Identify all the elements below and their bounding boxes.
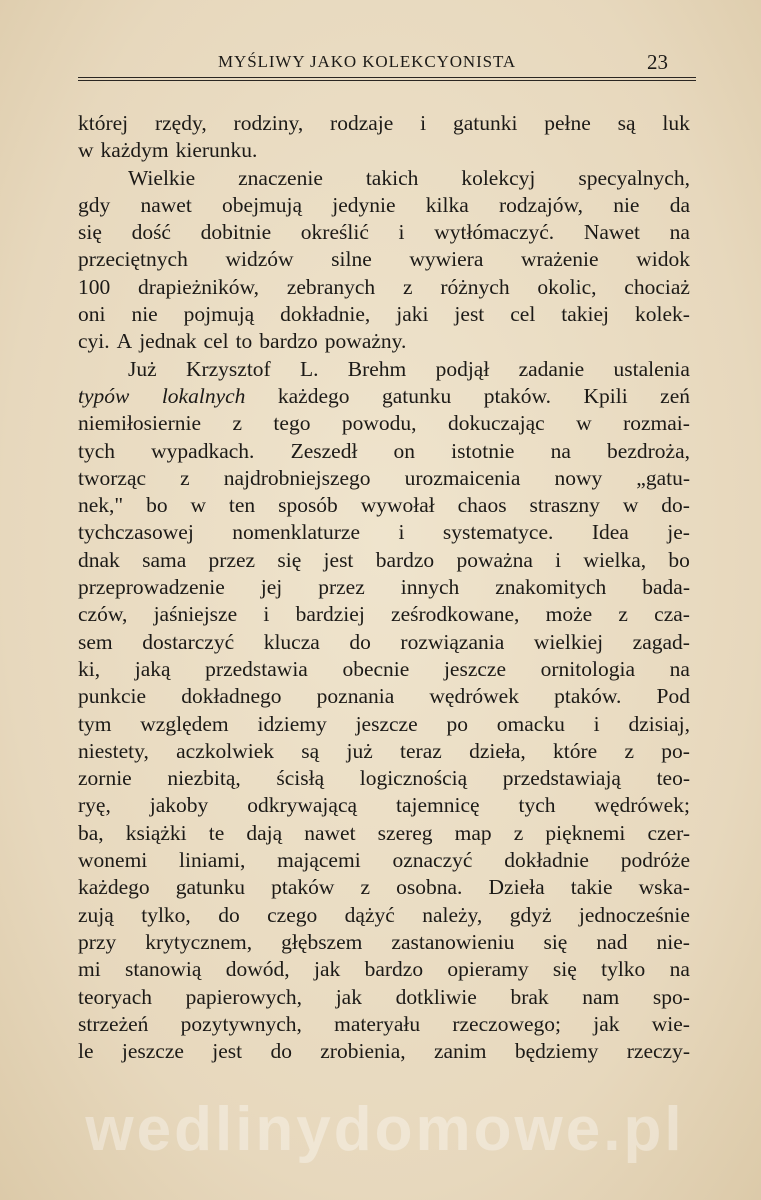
word: L. bbox=[299, 356, 319, 381]
word: do bbox=[218, 902, 240, 927]
header-rule bbox=[78, 77, 696, 81]
text-line bbox=[78, 438, 690, 465]
word: Brehm bbox=[347, 356, 407, 381]
word: obejmują bbox=[222, 192, 303, 217]
word: cel bbox=[203, 329, 229, 354]
word: wie- bbox=[651, 1011, 690, 1036]
word: gdyż bbox=[509, 902, 552, 927]
word: nek," bbox=[78, 493, 124, 518]
word: Dzieła bbox=[488, 875, 545, 900]
word: każdym bbox=[100, 138, 169, 163]
word: cel bbox=[510, 302, 536, 327]
text-line bbox=[78, 192, 690, 219]
word: czego bbox=[267, 902, 318, 927]
word: idziemy bbox=[257, 711, 327, 736]
word: wywołał bbox=[360, 493, 435, 518]
text-line bbox=[78, 137, 690, 164]
word: da bbox=[669, 192, 690, 217]
word: drapieżników, bbox=[138, 274, 260, 299]
word: w bbox=[576, 411, 592, 436]
text-line bbox=[78, 574, 690, 601]
word: je- bbox=[667, 520, 690, 545]
word: dokładnie bbox=[504, 848, 589, 873]
word: znaczenie bbox=[238, 165, 323, 190]
word: głębszem bbox=[281, 929, 363, 954]
word: brak bbox=[510, 984, 549, 1009]
word: ornitologia bbox=[540, 656, 635, 681]
word: teoryach bbox=[78, 984, 153, 1009]
word: jeszcze bbox=[121, 1039, 184, 1064]
text-line bbox=[78, 929, 690, 956]
word: każdego bbox=[277, 383, 350, 408]
word: ptaków. bbox=[554, 684, 622, 709]
word: le bbox=[78, 1039, 94, 1064]
word: sem bbox=[78, 629, 113, 654]
word: i bbox=[398, 220, 405, 245]
word: zadanie bbox=[518, 356, 585, 381]
text-line bbox=[78, 792, 690, 819]
word: z bbox=[180, 465, 190, 490]
word: wielkiej bbox=[533, 629, 604, 654]
word: książki bbox=[125, 820, 187, 845]
word: dokładnie, bbox=[280, 302, 371, 327]
word: z bbox=[513, 820, 524, 845]
word: teo- bbox=[656, 766, 690, 791]
word: z bbox=[360, 875, 371, 900]
text-line bbox=[78, 356, 690, 383]
word: się bbox=[277, 547, 302, 572]
word: dnak bbox=[78, 547, 120, 572]
word: jedynie bbox=[332, 192, 396, 217]
word: zastanowieniu bbox=[391, 929, 515, 954]
word: przez bbox=[318, 575, 365, 600]
word: rzeczy- bbox=[626, 1039, 690, 1064]
word: klucza bbox=[263, 629, 320, 654]
word: przez bbox=[208, 547, 256, 572]
word: urozmaicenia bbox=[404, 465, 521, 490]
text-line bbox=[78, 629, 690, 656]
word: przedstawia bbox=[205, 656, 308, 681]
word: na bbox=[669, 957, 690, 982]
word: określić bbox=[300, 220, 369, 245]
word: przeprowadzenie bbox=[78, 575, 225, 600]
word: dotkliwie bbox=[395, 984, 477, 1009]
word: dzieła, bbox=[469, 738, 526, 763]
word: szereg bbox=[377, 820, 433, 845]
word: zrobienia, bbox=[320, 1039, 406, 1064]
word: bezdroża, bbox=[607, 438, 690, 463]
word: nie bbox=[131, 302, 158, 327]
body-text bbox=[78, 110, 690, 1065]
word: dają bbox=[246, 820, 283, 845]
word: widok bbox=[636, 247, 690, 272]
word: jest bbox=[323, 547, 354, 572]
word: systematyce. bbox=[442, 520, 554, 545]
word: istotnie bbox=[451, 438, 515, 463]
word: takich bbox=[365, 165, 419, 190]
word: ba, bbox=[78, 820, 104, 845]
word: i bbox=[593, 711, 600, 736]
word: do bbox=[270, 1039, 292, 1064]
word: punkcie bbox=[78, 684, 147, 709]
word: do bbox=[349, 629, 371, 654]
word: Nawet bbox=[583, 220, 640, 245]
text-line bbox=[78, 738, 690, 765]
word: sposób bbox=[278, 493, 338, 518]
text-line bbox=[78, 1011, 690, 1038]
word: jak bbox=[335, 984, 362, 1009]
word: liniami, bbox=[179, 848, 246, 873]
word: różnych bbox=[440, 274, 510, 299]
word: ześrodkowane, bbox=[391, 602, 520, 627]
word: mającemi bbox=[277, 848, 361, 873]
word: jeszcze bbox=[355, 711, 418, 736]
word: dążyć bbox=[344, 902, 395, 927]
word: 100 bbox=[78, 274, 111, 299]
word: wędrówek bbox=[429, 684, 519, 709]
word: pozytywnych, bbox=[180, 1011, 302, 1036]
word: tajemnicę bbox=[395, 793, 480, 818]
word: nawet bbox=[304, 820, 356, 845]
running-head: MYŚLIWY JAKO KOLEKCYONISTA bbox=[218, 52, 517, 71]
word: pełne bbox=[544, 111, 591, 135]
word: jaśniejsze bbox=[153, 602, 238, 627]
word: Idea bbox=[591, 520, 629, 545]
word: nomenklaturze bbox=[232, 520, 361, 545]
word: może bbox=[545, 602, 593, 627]
word: typów bbox=[78, 383, 130, 408]
text-line bbox=[78, 683, 690, 710]
word: „gatu- bbox=[636, 465, 690, 490]
word: ptaków bbox=[271, 875, 335, 900]
word: takiej bbox=[561, 302, 610, 327]
word: wonemi bbox=[78, 848, 148, 873]
word: które bbox=[553, 738, 598, 763]
word: cyi. bbox=[78, 329, 110, 354]
word: bo bbox=[146, 493, 168, 518]
text-line bbox=[78, 519, 690, 546]
word: luk bbox=[662, 111, 690, 135]
watermark: wedlinydomowe.pl bbox=[85, 1095, 685, 1164]
word: nam bbox=[582, 984, 620, 1009]
word: odkrywającą bbox=[247, 793, 358, 818]
word: Wielkie bbox=[128, 165, 196, 190]
word: oni bbox=[78, 302, 106, 327]
word: rzeczowego; bbox=[452, 1011, 561, 1036]
page-header bbox=[78, 50, 696, 80]
page-number: 23 bbox=[647, 50, 668, 74]
word: map bbox=[454, 820, 492, 845]
word: nie- bbox=[656, 929, 690, 954]
word: i bbox=[398, 520, 405, 545]
text-line bbox=[78, 246, 690, 273]
word: ten bbox=[228, 493, 256, 518]
word: cza- bbox=[654, 602, 690, 627]
word: bardziej bbox=[295, 602, 365, 627]
word: kolekcyj bbox=[461, 165, 536, 190]
word: Pod bbox=[656, 684, 690, 709]
word: wska- bbox=[638, 875, 690, 900]
word: należy, bbox=[422, 902, 483, 927]
word: innych bbox=[400, 575, 460, 600]
word: tworząc bbox=[78, 465, 147, 490]
text-line bbox=[78, 219, 690, 246]
word: jest bbox=[212, 1039, 243, 1064]
word: mi bbox=[78, 957, 101, 982]
word: spo- bbox=[652, 984, 690, 1009]
word: jest bbox=[454, 302, 485, 327]
word: nad bbox=[596, 929, 628, 954]
word: rodzajów, bbox=[499, 192, 583, 217]
word: dowód, bbox=[225, 957, 290, 982]
word: poważna bbox=[456, 547, 533, 572]
word: gatunku bbox=[381, 383, 452, 408]
word: się bbox=[78, 220, 102, 245]
word: omacku bbox=[496, 711, 565, 736]
word: chaos bbox=[457, 493, 507, 518]
word: powodu, bbox=[341, 411, 417, 436]
word: jednocześnie bbox=[578, 902, 690, 927]
word: bardzo bbox=[364, 957, 424, 982]
word: do- bbox=[661, 493, 690, 518]
word: gatunki bbox=[452, 111, 518, 135]
word: silne bbox=[331, 247, 372, 272]
word: ścisłą bbox=[276, 766, 325, 791]
word: są bbox=[301, 738, 320, 763]
word: kilka bbox=[425, 192, 469, 217]
word: nowy bbox=[554, 465, 603, 490]
word: czów, bbox=[78, 602, 128, 627]
word: bada- bbox=[642, 575, 690, 600]
word: bo bbox=[668, 547, 690, 572]
word: rozmai- bbox=[623, 411, 690, 436]
word: jej bbox=[260, 575, 283, 600]
word: wywiera bbox=[409, 247, 484, 272]
word: rodziny, bbox=[233, 111, 304, 135]
word: dokuczając bbox=[447, 411, 545, 436]
word: tylko bbox=[601, 957, 646, 982]
word: zornie bbox=[78, 766, 132, 791]
word: na bbox=[550, 438, 571, 463]
word: wielka, bbox=[583, 547, 647, 572]
text-line bbox=[78, 601, 690, 628]
word: czer- bbox=[647, 820, 690, 845]
word: takie bbox=[570, 875, 613, 900]
word: względem bbox=[140, 711, 229, 736]
word: rzędy, bbox=[154, 111, 207, 135]
word: z bbox=[232, 411, 242, 436]
word: pięknemi bbox=[545, 820, 626, 845]
text-line bbox=[78, 1038, 690, 1065]
text-line bbox=[78, 656, 690, 683]
word: jak bbox=[593, 1011, 620, 1036]
word: ptaków. bbox=[483, 383, 552, 408]
word: ki, bbox=[78, 656, 101, 681]
word: dokładnego bbox=[181, 684, 282, 709]
word: dobitnie bbox=[200, 220, 272, 245]
word: Krzysztof bbox=[185, 356, 271, 381]
text-line bbox=[78, 492, 690, 519]
text-line bbox=[78, 847, 690, 874]
word: po- bbox=[661, 738, 690, 763]
word: najdrobniejszego bbox=[223, 465, 371, 490]
word: strzeżeń bbox=[78, 1011, 149, 1036]
word: w bbox=[190, 493, 207, 518]
word: tym bbox=[78, 711, 112, 736]
word: dzisiaj, bbox=[628, 711, 690, 736]
text-line bbox=[78, 383, 690, 410]
word: niestety, bbox=[78, 738, 149, 763]
word: A bbox=[116, 329, 133, 354]
word: nawet bbox=[140, 192, 192, 217]
word: przy bbox=[78, 929, 117, 954]
word: Kpili bbox=[583, 383, 628, 408]
word: niezbitą, bbox=[167, 766, 241, 791]
word: się bbox=[543, 929, 568, 954]
word: osobna. bbox=[396, 875, 463, 900]
word: każdego bbox=[78, 875, 150, 900]
word: podjął bbox=[435, 356, 490, 381]
word: po bbox=[446, 711, 468, 736]
word: tych bbox=[518, 793, 556, 818]
word: krytycznem, bbox=[145, 929, 253, 954]
word: Już bbox=[128, 356, 157, 381]
word: już bbox=[346, 738, 373, 763]
text-line bbox=[78, 765, 690, 792]
word: specyalnych, bbox=[578, 165, 690, 190]
word: zanim bbox=[433, 1039, 487, 1064]
word: przeciętnych bbox=[78, 247, 188, 272]
word: obecnie bbox=[342, 656, 410, 681]
word: niemiłosiernie bbox=[78, 411, 201, 436]
word: kolek- bbox=[634, 302, 690, 327]
word: lokalnych bbox=[161, 383, 246, 408]
word: nie bbox=[613, 192, 640, 217]
word: pojmują bbox=[183, 302, 255, 327]
word: oznaczyć bbox=[392, 848, 473, 873]
text-line bbox=[78, 984, 690, 1011]
word: w bbox=[78, 138, 94, 163]
word: na bbox=[669, 656, 690, 681]
word: widzów bbox=[225, 247, 294, 272]
text-line bbox=[78, 165, 690, 192]
word: z bbox=[618, 602, 628, 627]
word: wypadkach. bbox=[151, 438, 255, 463]
word: znakomitych bbox=[495, 575, 607, 600]
word: się bbox=[552, 957, 577, 982]
word: będziemy bbox=[514, 1039, 599, 1064]
word: teraz bbox=[400, 738, 442, 763]
word: tego bbox=[273, 411, 311, 436]
word: wędrówek; bbox=[594, 793, 690, 818]
word: ryę, bbox=[78, 793, 111, 818]
word: papierowych, bbox=[185, 984, 303, 1009]
word: podróże bbox=[620, 848, 690, 873]
text-line bbox=[78, 874, 690, 901]
word: jednak bbox=[139, 329, 197, 354]
word: której bbox=[78, 111, 129, 135]
word: jak bbox=[313, 957, 341, 982]
word: z bbox=[624, 738, 635, 763]
word: chociaż bbox=[624, 274, 690, 299]
text-line bbox=[78, 301, 690, 328]
word: te bbox=[208, 820, 225, 845]
word: i bbox=[555, 547, 562, 572]
word: Zeszedł bbox=[290, 438, 358, 463]
word: wytłómaczyć. bbox=[434, 220, 555, 245]
word: z bbox=[402, 274, 413, 299]
word: jaki bbox=[396, 302, 429, 327]
word: rodzaje bbox=[330, 111, 394, 135]
text-line bbox=[78, 820, 690, 847]
word: i bbox=[420, 111, 427, 135]
word: jaką bbox=[134, 656, 171, 681]
word: dość bbox=[131, 220, 171, 245]
word: przedstawiają bbox=[502, 766, 621, 791]
text-line bbox=[78, 711, 690, 738]
word: na bbox=[669, 220, 690, 245]
word: aczkolwiek bbox=[176, 738, 275, 763]
text-line bbox=[78, 110, 690, 137]
word: rozwiązania bbox=[400, 629, 505, 654]
word: jeszcze bbox=[443, 656, 507, 681]
word: tych bbox=[78, 438, 116, 463]
word: on bbox=[393, 438, 416, 463]
word: stanowią bbox=[125, 957, 202, 982]
word: wrażenie bbox=[520, 247, 599, 272]
word: poznania bbox=[316, 684, 395, 709]
word: sama bbox=[142, 547, 187, 572]
word: zagad- bbox=[632, 629, 690, 654]
text-line bbox=[78, 902, 690, 929]
word: okolic, bbox=[537, 274, 597, 299]
text-line bbox=[78, 547, 690, 574]
word: kierunku. bbox=[175, 138, 258, 163]
word: logicznością bbox=[359, 766, 468, 791]
word: poważny. bbox=[324, 329, 407, 354]
word: materyału bbox=[334, 1011, 421, 1036]
word: gatunku bbox=[175, 875, 246, 900]
word: w bbox=[622, 493, 639, 518]
text-line bbox=[78, 465, 690, 492]
word: opieramy bbox=[447, 957, 529, 982]
word: ustalenia bbox=[613, 356, 690, 381]
word: tychczasowej bbox=[78, 520, 194, 545]
text-line bbox=[78, 410, 690, 437]
word: zeń bbox=[660, 383, 690, 408]
word: i bbox=[263, 602, 270, 627]
word: tylko, bbox=[141, 902, 191, 927]
word: to bbox=[235, 329, 253, 354]
word: bardzo bbox=[375, 547, 435, 572]
word: zebranych bbox=[286, 274, 376, 299]
text-line bbox=[78, 328, 690, 355]
word: gdy bbox=[78, 192, 111, 217]
text-line bbox=[78, 956, 690, 983]
word: bardzo bbox=[259, 329, 318, 354]
text-line bbox=[78, 274, 690, 301]
word: są bbox=[617, 111, 636, 135]
word: zują bbox=[78, 902, 114, 927]
word: straszny bbox=[529, 493, 600, 518]
word: jakoby bbox=[149, 793, 209, 818]
word: dostarczyć bbox=[142, 629, 235, 654]
